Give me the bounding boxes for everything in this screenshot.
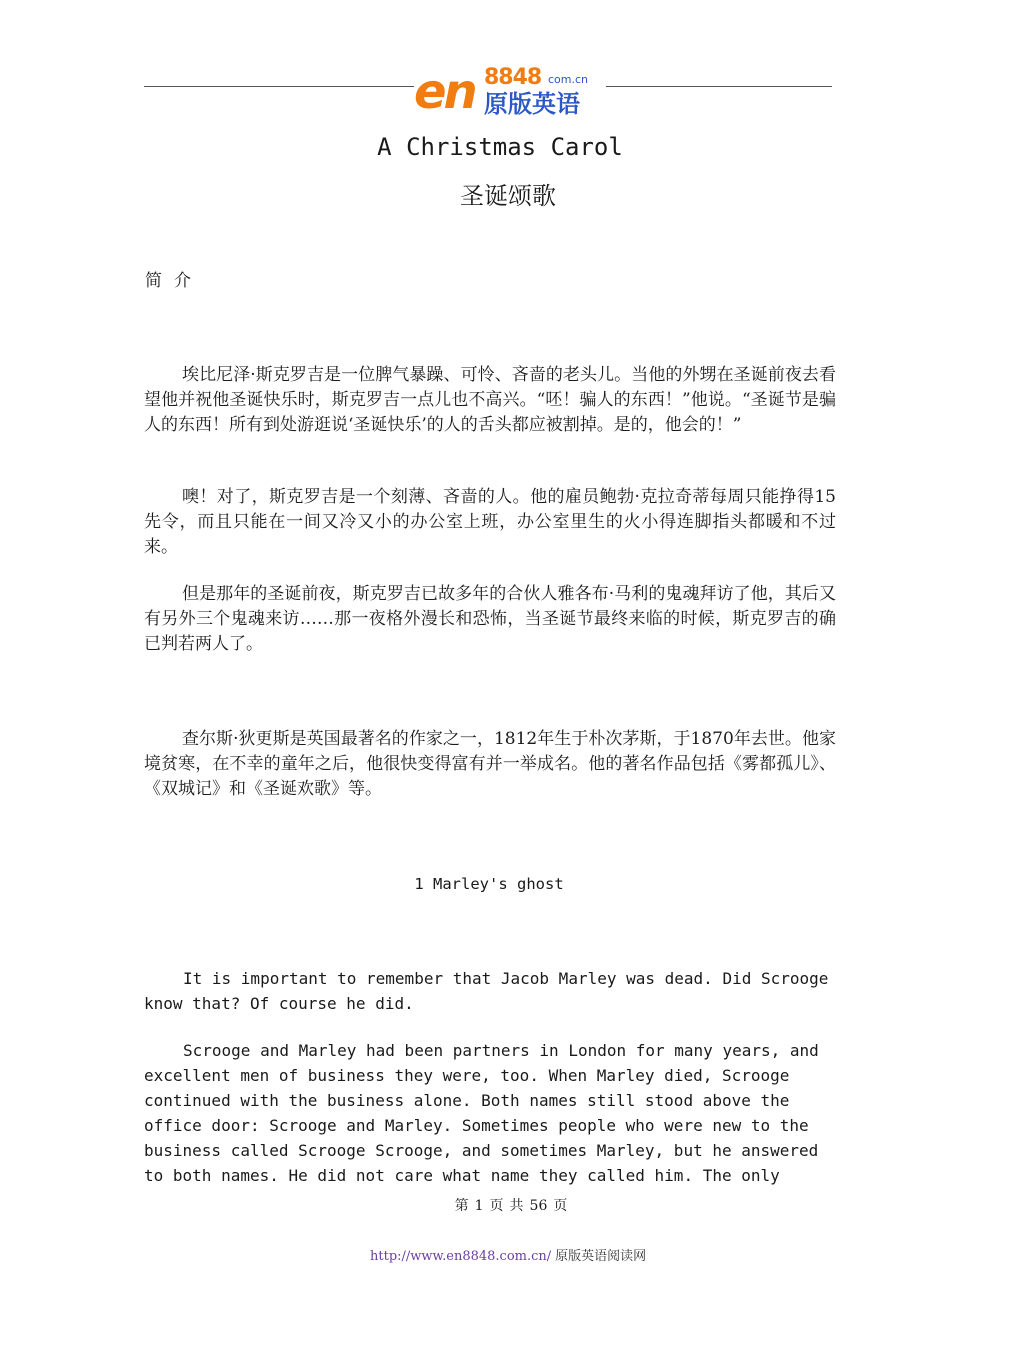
intro-paragraph: 噢！对了，斯克罗吉是一个刻薄、吝啬的人。他的雇员鲍勃·克拉奇蒂每周只能挣得15先令，而且只能在一间又冷又小的办公室上班，办公室里生的火小得连脚指头都暖和不过来。: [144, 487, 836, 557]
site-name: 原版英语阅读网: [555, 1249, 647, 1264]
logo-chinese-name: 原版英语: [484, 90, 580, 118]
current-page: 1: [474, 1198, 484, 1214]
site-logo[interactable]: [414, 66, 606, 118]
page-word: 页: [489, 1198, 504, 1214]
site-footer: [370, 1248, 646, 1266]
story-paragraph: It is important to remember that Jacob Marley was dead. Did Scrooge know that? Of course he did.: [144, 969, 829, 1013]
header-rule-right: [606, 86, 832, 87]
story-paragraph: Scrooge and Marley had been partners in London for many years, and excellent men of business they were, too. When Marley died, Scrooge continued with the business alone. Both names still stood above the office door: Scrooge and Marley. Sometimes people who were new to the business called Scrooge Scrooge, and sometimes Marley, but he answered to both names. He did not care what name they called him. The only: [144, 1041, 819, 1185]
logo-domain: com.cn: [548, 73, 589, 86]
page-number: [0, 1196, 1022, 1216]
intro-paragraph: 埃比尼泽·斯克罗吉是一位脾气暴躁、可怜、吝啬的老头儿。当他的外甥在圣诞前夜去看望他并祝他圣诞快乐时，斯克罗吉一点儿也不高兴。“呸！骗人的东西！”他说。“圣诞节是骗人的东西！所有到处游逛说‘圣诞快乐’的人的舌头都应被割掉。是的，他会的！”: [144, 365, 836, 435]
chapter-title: 1 Marley's ghost: [414, 875, 564, 893]
total-pages: 56: [529, 1198, 548, 1214]
intro-heading: 简介: [145, 271, 203, 291]
logo-number: 8848: [484, 65, 542, 90]
author-paragraph: 查尔斯·狄更斯是英国最著名的作家之一，1812年生于朴次茅斯，于1870年去世。他家境贫寒，在不幸的童年之后，他很快变得富有并一举成名。他的著名作品包括《雾都孤儿》、《双城记》和《圣诞欢歌》等。: [144, 729, 836, 799]
total-word: 共: [509, 1198, 524, 1214]
page-prefix: 第: [454, 1198, 469, 1214]
page-suffix: 页: [553, 1198, 568, 1214]
intro-paragraph: 但是那年的圣诞前夜，斯克罗吉已故多年的合伙人雅各布·马利的鬼魂拜访了他，其后又有另外三个鬼魂来访……那一夜格外漫长和恐怖，当圣诞节最终来临的时候，斯克罗吉的确已判若两人了。: [144, 584, 836, 654]
book-title-english: A Christmas Carol: [377, 133, 623, 161]
book-title-chinese: 圣诞颂歌: [460, 182, 556, 210]
header-rule-left: [144, 86, 414, 87]
site-url-link[interactable]: http://www.en8848.com.cn/: [370, 1249, 552, 1264]
logo-en-mark: en: [414, 64, 475, 120]
